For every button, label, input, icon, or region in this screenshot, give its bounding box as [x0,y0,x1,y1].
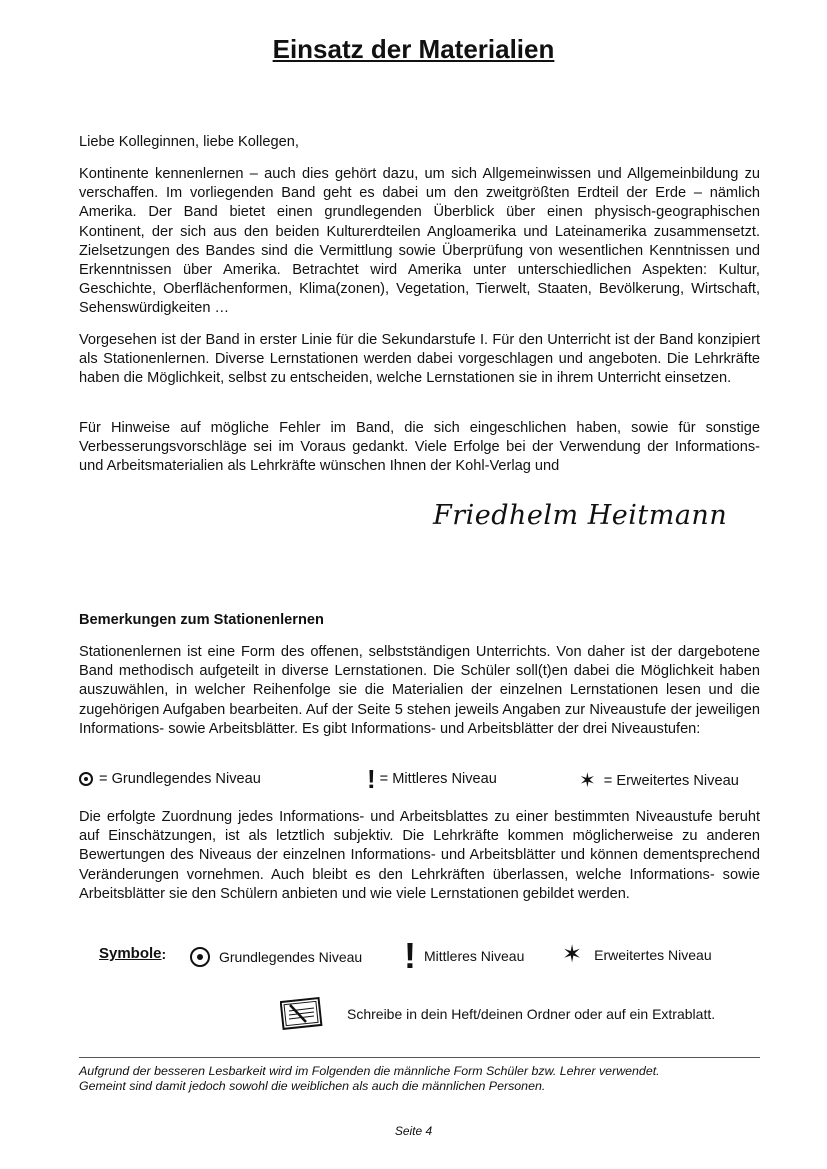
signature: Friedhelm Heitmann [433,500,728,531]
six-point-star-icon: ✶ [562,941,583,968]
footnote-line-1: Aufgrund der besseren Lesbarkeit wird im Folgenden die männliche Form Schüler bzw. Lehrer verwendet. [79,1064,660,1078]
footnote-divider [79,1057,760,1058]
symbol-notebook [280,997,715,1031]
symbol-basic-label: Grundlegendes Niveau [219,949,363,965]
symbols-label [99,945,166,962]
section-heading: Bemerkungen zum Stationenlernen [79,612,324,628]
symbol-medium-label: Mittleres Niveau [424,948,525,964]
footnote-line-2: Gemeint sind damit jedoch sowohl die weiblichen als auch die männlichen Personen. [79,1079,546,1093]
symbol-advanced-label: Erweitertes Niveau [594,947,712,963]
circle-dot-icon [79,772,93,786]
greeting: Liebe Kolleginnen, liebe Kollegen, [79,134,299,150]
symbol-notebook-label: Schreibe in dein Heft/deinen Ordner oder auf ein Extrablatt. [347,1006,716,1022]
symbols-title: Symbole [99,945,162,962]
level-basic [79,771,261,787]
level-advanced [579,771,739,791]
symbols-colon: : [161,945,167,962]
circle-dot-icon [190,947,210,967]
symbol-medium [404,935,525,976]
level-medium-label: = Mittleres Niveau [379,771,497,787]
thanks-paragraph: Für Hinweise auf mögliche Fehler im Band, die sich eingeschlichen haben, sowie für sonstige Verbesserungsvorschläge sei im Voraus gedankt. Viele Erfolge bei der Verwendung der Informations- und Arbeitsmaterialien als Lehrkräfte wünschen Ihnen der Kohl-Verlag und [79,420,760,475]
exclamation-icon: ! [404,935,416,976]
exclamation-icon: ! [367,764,376,794]
level-advanced-label: = Erweitertes Niveau [603,773,739,789]
usage-paragraph: Vorgesehen ist der Band in erster Linie für die Sekundarstufe I. Für den Unterricht ist der Band konzipiert als Stationenlernen. Diverse Lernstationen werden dabei vorgeschlagen und angeboten. Die Lehrkräfte haben die Möglichkeit, selbst zu entscheiden, welche Lernstationen sie in ihrem Unterricht einsetzen. [79,332,760,387]
station-paragraph: Stationenlernen ist eine Form des offenen, selbstständigen Unterrichts. Von daher ist der dargebotene Band methodisch aufgeteilt in diverse Lernstationen. Die Schüler soll(t)en dabei die Möglichkeit haben auszuwählen, in welcher Reihenfolge sie die Materialien der einzelnen Lernstationen lesen und die zugehörigen Aufgaben bearbeiten. Auf der Seite 5 stehen jeweils Angaben zur Niveaustufe der jeweiligen Informations- sowie Arbeitsblätter. Es gibt Informations- und Arbeitsblätter der drei Niveaustufen: [79,644,760,737]
level-medium [367,764,497,794]
notebook-pen-icon [280,997,324,1031]
level-basic-label: = Grundlegendes Niveau [99,771,261,787]
intro-paragraph: Kontinente kennenlernen – auch dies gehört dazu, um sich Allgemeinwissen und Allgemeinbildung zu verschaffen. Im vorliegenden Band geht es dabei um den zweitgrößten Erdteil der Erde – nämlich Amerika. Der Band bietet einen grundlegenden Überblick über einen physisch-geographischen Kontinent, der sich aus den beiden Kulturerdteilen Angloamerika und Lateinamerika zusammensetzt. Zielsetzungen des Bandes sind die Vermittlung sowie Überprüfung von wesentlichen Kenntnissen und Erkenntnissen über Amerika. Betrachtet wird Amerika unter unterschiedlichen Aspekten: Kultur, Geschichte, Oberflächenformen, Klima(zonen), Vegetation, Tierwelt, Staaten, Bevölkerung, Wirtschaft, Sehenswürdigkeiten … [79,166,760,317]
symbol-advanced [562,941,712,968]
six-point-star-icon: ✶ [579,770,596,792]
symbol-basic [190,947,362,967]
assignment-paragraph: Die erfolgte Zuordnung jedes Informations- und Arbeitsblattes zu einer bestimmten Niveaustufe beruht auf Einschätzungen, ist als letztlich subjektiv. Die Lehrkräfte kommen möglicherweise zu anderen Bewertungen des Niveaus der einzelnen Informations- und Arbeitsblätter und können dementsprechend Veränderungen vornehmen. Auch bleibt es den Lehrkräften überlassen, welche Informations- sowie Arbeitsblätter sie den Schülern anbieten und wie viele Lernstationen gebildet werden. [79,809,760,902]
page-title: Einsatz der Materialien [272,34,555,64]
page-number: Seite 4 [394,1124,433,1138]
